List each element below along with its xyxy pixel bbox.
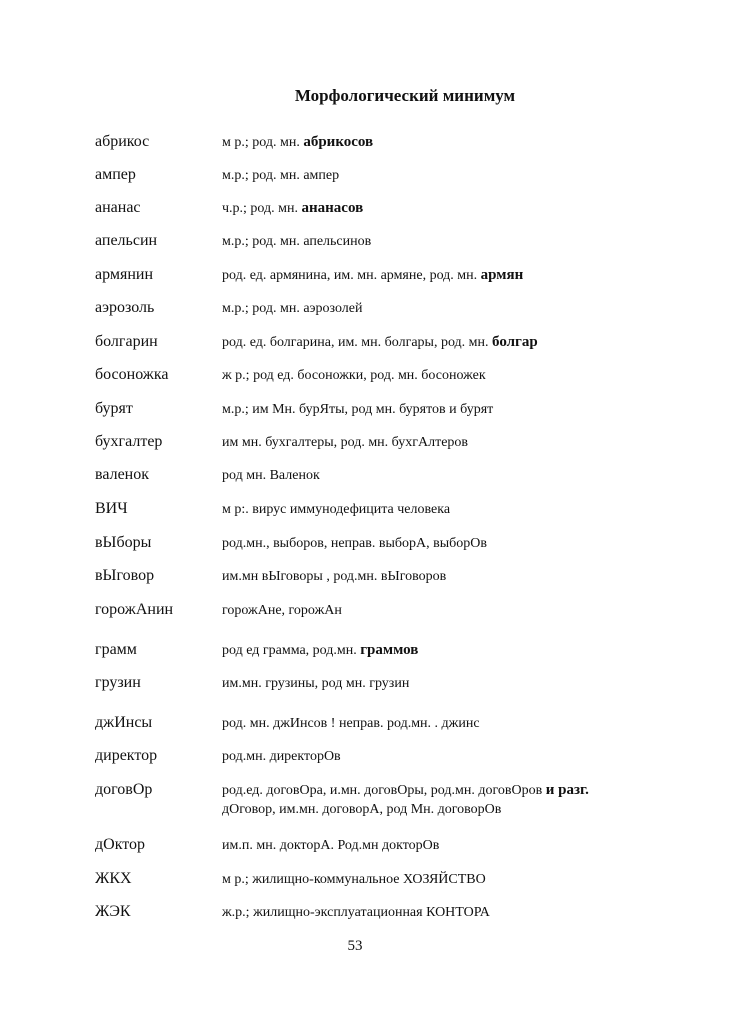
gloss-text: м.р.; род. мн. апельсинов — [222, 234, 372, 249]
gloss-text: им мн. бухгалтеры, род. мн. бухгАлтеров — [222, 435, 469, 450]
entry-term: ЖЭК — [95, 903, 131, 920]
entry-gloss — [222, 299, 363, 318]
entry-gloss — [222, 747, 341, 766]
gloss-text: ч.р.; род. мн. — [222, 201, 302, 216]
gloss-text: м.р.; род. мн. аэрозолей — [222, 301, 363, 316]
gloss-text: м р:. вирус иммунодефицита человека — [222, 502, 451, 517]
entry-term: джИнсы — [95, 714, 153, 731]
entry-gloss — [222, 266, 523, 285]
entry-term: болгарин — [95, 333, 158, 350]
entry-gloss — [222, 641, 418, 660]
gloss-emphasis: болгар — [492, 334, 538, 350]
entry-term: ананас — [95, 199, 141, 216]
gloss-text: род. мн. джИнсов ! неправ. род.мн. . джинс — [222, 716, 480, 731]
entry-gloss — [222, 567, 446, 586]
gloss-text: м.р.; им Мн. бурЯты, род мн. бурятов и бурят — [222, 402, 494, 417]
entry-term: договОр — [95, 781, 153, 798]
gloss-emphasis: ананасов — [301, 200, 364, 216]
gloss-text: ж р.; род ед. босоножки, род. мн. босоножек — [222, 368, 486, 383]
entry-gloss — [222, 714, 480, 733]
entry-term: ампер — [95, 166, 136, 183]
page-title: Морфологический минимум — [294, 86, 516, 105]
gloss-text: род.мн., выборов, неправ. выборА, выборОв — [222, 536, 487, 551]
entry-gloss — [222, 500, 450, 519]
entry-term: вЫговор — [95, 567, 155, 584]
entry-term: аэрозоль — [95, 299, 155, 316]
entry-term: валенок — [95, 466, 150, 483]
gloss-text: ж.р.; жилищно-эксплуатационная КОНТОРА — [222, 905, 490, 920]
gloss-text: горожАне, горожАн — [222, 603, 342, 618]
entry-term: босоножка — [95, 366, 169, 383]
entry-gloss — [222, 601, 342, 620]
entry-term: грамм — [95, 641, 137, 658]
entry-term: апельсин — [95, 232, 158, 249]
gloss-text: им.мн вЫговоры , род.мн. вЫговоров — [222, 569, 447, 584]
entry-term: директор — [95, 747, 158, 764]
entry-gloss — [222, 133, 373, 152]
entry-term: ЖКХ — [95, 870, 132, 887]
entry-gloss — [222, 870, 486, 889]
entry-gloss — [222, 366, 486, 385]
gloss-emphasis: граммов — [360, 642, 419, 658]
entry-gloss — [222, 781, 589, 819]
gloss-text: род. ед. армянина, им. мн. армяне, род. мн. — [222, 268, 481, 283]
gloss-second-line: дОговор, им.мн. договорА, род Мн. договорОв — [222, 802, 502, 817]
entry-term: горожАнин — [95, 601, 174, 618]
gloss-text: м р.; жилищно-коммунальное ХОЗЯЙСТВО — [222, 872, 486, 887]
gloss-text: м р.; род. мн. — [222, 135, 304, 150]
entry-term: ВИЧ — [95, 500, 128, 517]
entry-gloss — [222, 466, 320, 485]
entry-gloss — [222, 674, 409, 693]
gloss-text: род.ед. договОра, и.мн. договОры, род.мн. договОров — [222, 783, 546, 798]
gloss-text: им.п. мн. докторА. Род.мн докторОв — [222, 838, 440, 853]
entry-term: грузин — [95, 674, 141, 691]
entry-term: бурят — [95, 400, 133, 417]
entry-gloss — [222, 199, 363, 218]
gloss-text: м.р.; род. мн. ампер — [222, 168, 340, 183]
entry-gloss — [222, 232, 371, 251]
gloss-text: род ед грамма, род.мн. — [222, 643, 361, 658]
entry-gloss — [222, 903, 490, 922]
gloss-text: им.мн. грузины, род мн. грузин — [222, 676, 410, 691]
gloss-text: род.мн. директорОв — [222, 749, 341, 764]
entry-gloss — [222, 836, 439, 855]
entry-gloss — [222, 433, 468, 452]
entry-term: бухгалтер — [95, 433, 163, 450]
entry-gloss — [222, 400, 493, 419]
gloss-emphasis: армян — [480, 267, 524, 283]
entry-term: армянин — [95, 266, 154, 283]
entry-term: абрикос — [95, 133, 150, 150]
entry-gloss — [222, 534, 487, 553]
gloss-emphasis: и разг. — [545, 782, 589, 798]
entry-term: вЫборы — [95, 534, 152, 551]
entry-term: дОктор — [95, 836, 146, 853]
entry-gloss — [222, 166, 339, 185]
gloss-emphasis: абрикосов — [303, 134, 374, 150]
entry-gloss — [222, 333, 538, 352]
gloss-text: род. ед. болгарина, им. мн. болгары, род. мн. — [222, 335, 493, 350]
gloss-text: род мн. Валенок — [222, 468, 320, 483]
page-number: 53 — [347, 938, 363, 954]
